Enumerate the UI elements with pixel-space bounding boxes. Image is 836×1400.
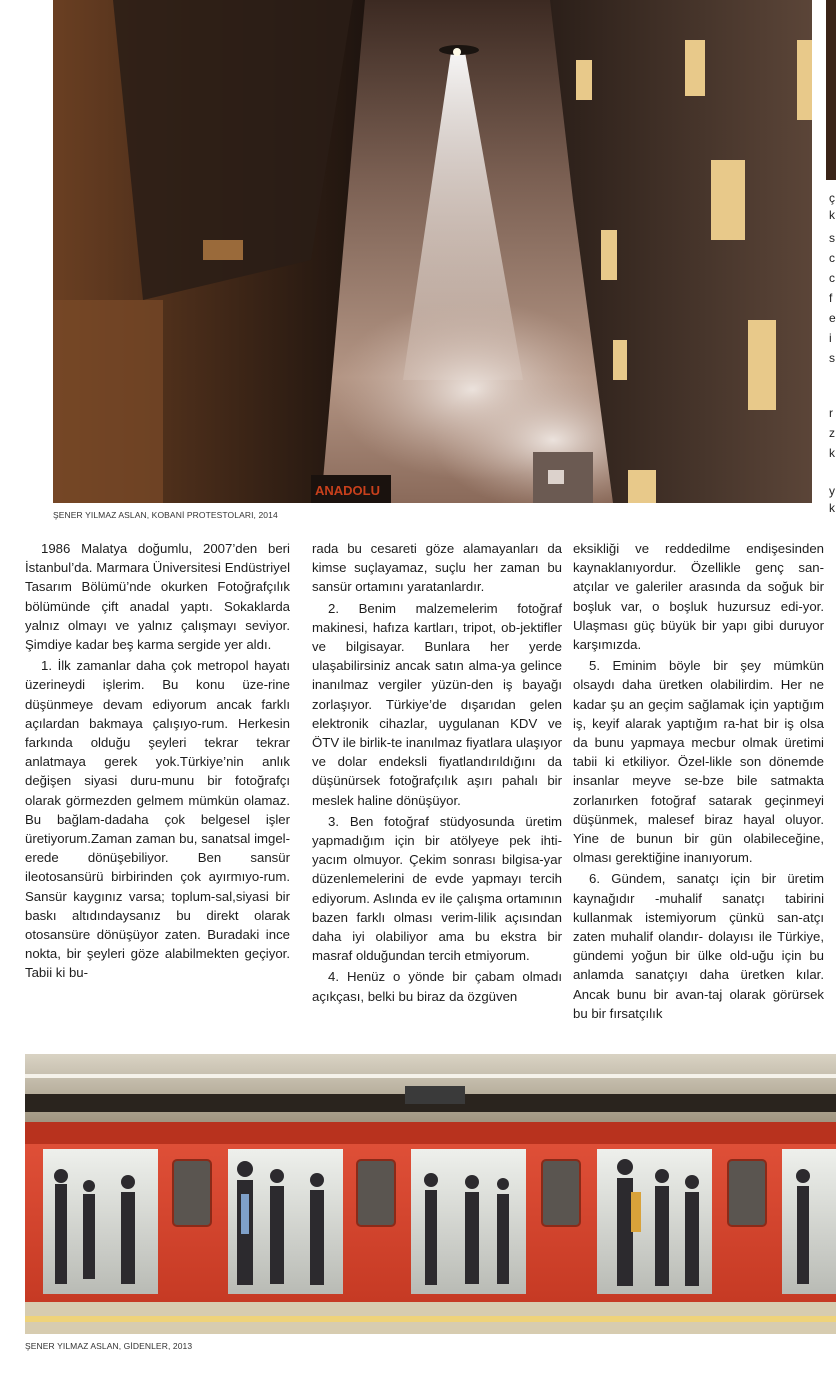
text-column-2 [312,539,562,1008]
edge-letter: k [829,446,835,460]
paragraph-answer-6: 6. Gündem, sanatçı için bir üretim kaynağıdır -muhalif sanatçı tabirini kullanmak istemiyorum çünkü san-atçı zaten muhalif olandır- dolayısı ile Türkiye, gündemi yoğun bir ülke old-uğu için bu anlamda sanatçıyı daha üretken kılar. Ancak bunu bir avan-taj olarak görürsek bu bir fırsatçılık [573,871,824,1021]
edge-letter: y [829,484,835,498]
edge-letter: s [829,231,835,245]
photo-illustration [53,0,812,503]
edge-letter: ç [829,191,835,205]
photo-metro-train [25,1054,836,1334]
paragraph-answer-2: 2. Benim malzemelerim fotoğraf makinesi, hafıza kartları, tripot, ob-jektifler ve bilgisayar. Bunlara her yerde ulaşabilirsiniz ancak satın alma-ya gelince inanılmaz vergiler yüzün-den iş bayağı zorlaşıyor. Türkiye’de dışarıdan gelen elektronik cihazlar, uygulanan KDV ve ÖTV ile birlik-te inanılmaz fiyatlara ulaşıyor ve dolar endeksli fiyatlandırıldığını da düşünürsek fotoğrafçılık aşırı pahalı bir meslek haline dönüşüyor. [312,600,562,808]
edge-letter: i [829,331,832,345]
photo-caption-top: ŞENER YILMAZ ASLAN, KOBANİ PROTESTOLARI, 2014 [53,510,278,520]
edge-letter: f [829,291,833,305]
edge-letter: z [829,426,835,440]
photo-illustration [25,1054,836,1334]
edge-letter: k [829,501,835,515]
edge-letter: c [829,271,835,285]
paragraph-answer-4: 4. Henüz o yönde bir çabam olmadı açıkçası, belki bu biraz da özgüven [312,969,562,1004]
paragraph-answer-5: 5. Eminim böyle bir şey mümkün olsaydı daha üretken olabilirdim. Her ne kadar şu an geçim sağlamak için yaptığım iş, keyif alarak yaptığım ra-hat bir iş olsa da bunu yapmaya mecbur olmak üretimi tabii ki etkiliyor. Özel-likle son dönemde insanlar meyve se-bze bile satmakta zorlanırken fotoğraf satarak geçinmeyi düşünmek, malesef biraz hayal oluyor. Yine de bunun bir gün olabileceğine, olması gerektiğine inanıyorum. [573,658,824,866]
text-column-1 [25,539,290,985]
paragraph-answer-3: 3. Ben fotoğraf stüdyosunda üretim yapmadığım için bir atölyeye pek ihti-yacım olmuyor. Çekim sonrası bilgisa-yar düzenlemelerini de evde yapmayı tercih ediyorum. Aslında ev ile çalışma ortamının bazen farklı olması verim-lilik açısından daha iyi olabiliyor ama bu ekstra bir masraf olduğundan tercih etmiyorum. [312,813,562,964]
edge-letter: s [829,351,835,365]
photo-kobani-protests [53,0,812,503]
paragraph-continued: eksikliği ve reddedilme endişesinden kaynaklanıyordur. Özellikle genç san-atçılar ve galeriler arasında da soğuk bir boşluk var, o boşluk huzursuz edi-yor. Ulaşması güç büyük bir yapı gibi duruyor karşımızda. [573,541,824,653]
paragraph-answer-1: 1. İlk zamanlar daha çok metropol hayatı üzerineydi işlerim. Bu konu üze-rine düşünmeye devam ediyorum ancak farklı açılardan bakmaya çalışıyo-rum. Herkesin farkında olduğu şeyleri tekrar tekrar anlatmaya gerek yok.Türkiye’nin anlık değişen siyasi duru-munu bir fotoğrafçı olarak görmezden gelmem mümkün olamaz. Bu bağlam-dadaha çok belgesel işler üretiyorum.Zaman zaman bu, sanatsal imgel-erede dönüşebiliyor. Ben sansür ileotosansürü birbirinden çok ayırmıyo-rum. Sansür kaygınız varsa; toplum-sal,siyasi bir baskı altıdındaysanız bu direkt olarak otosansüre dönüşüyor zaten. Buradaki ince nokta, bir şeyleri göze alabilmekten geçiyor. Tabii ki bu- [25,658,290,981]
paragraph-bio: 1986 Malatya doğumlu, 2007’den beri İstanbul’da. Marmara Üniversitesi Endüstriyel Tasarım Bölümü’nde okurken Fotoğrafçılık bölümünde çift anadal yaptı. Sokaklarda yalnız olmayı ve yalnız çalışmayı seviyor. Şimdiye kadar beş karma sergide yer aldı. [25,541,290,653]
edge-letter: r [829,406,833,420]
photo-caption-bottom: ŞENER YILMAZ ASLAN, GİDENLER, 2013 [25,1341,193,1351]
sign-text: ANADOLU [315,483,380,498]
adjacent-page-edge [826,0,836,520]
text-column-3 [573,539,824,1025]
edge-letter: k [829,208,835,222]
edge-letter: c [829,251,835,265]
paragraph-continued: rada bu cesareti göze alamayanları da kimse suçlayamaz, suçlu her zaman bu sansür ortamını yaratanlardır. [312,541,562,595]
adjacent-photo-edge [826,0,836,180]
edge-letter: e [829,311,836,325]
